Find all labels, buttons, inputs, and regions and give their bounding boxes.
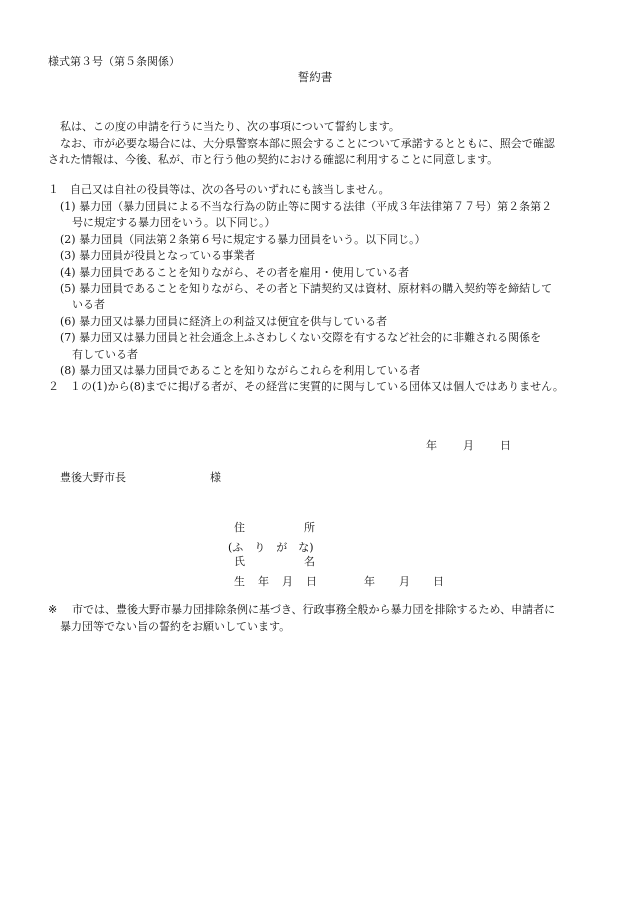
clause-1-heading: １ 自己又は自社の役員等は、次の各号のいずれにも該当しません。 [48,183,390,196]
birth-label-1: 生 [234,575,245,588]
birth-month: 月 [399,575,410,588]
clause-1-item-1-cont: 号に規定する暴力団をいう。以下同じ。） [72,216,276,229]
birth-label-2: 年 [258,575,269,588]
intro-line-1: 私は、この度の申請を行うに当たり、次の事項について誓約します。 [60,120,400,133]
clause-1-item-6: (6) 暴力団又は暴力団員に経済上の利益又は便宜を供与している者 [60,315,388,328]
clause-1-item-7: (7) 暴力団又は暴力団員と社会通念上ふさわしくない交際を有するなど社会的に非難される関係を [60,331,542,344]
intro-line-2: なお、市が必要な場合には、大分県警察本部に照会することについて承諾するとともに、照会で確認 [60,137,555,150]
birth-day: 日 [433,575,444,588]
addressee-honorific: 様 [210,471,221,484]
date-day: 日 [500,439,511,452]
birth-label-3: 月 [282,575,293,588]
document-title: 誓約書 [297,70,333,84]
clause-1-item-5: (5) 暴力団員であることを知りながら、その者と下請契約又は資材、原材料の購入契約等を締結して [60,282,553,295]
clause-1-item-4: (4) 暴力団員であることを知りながら、その者を雇用・使用している者 [60,266,410,279]
name-label-1: 氏 [234,555,245,568]
note-line-2: 暴力団等でない旨の誓約をお願いしています。 [60,620,291,633]
address-label-1: 住 [234,521,245,534]
date-year: 年 [426,439,437,452]
clause-1-item-2: (2) 暴力団員（同法第２条第６号に規定する暴力団員をいう。以下同じ。） [60,233,426,246]
clause-1-item-8: (8) 暴力団又は暴力団員であることを知りながらこれらを利用している者 [60,364,421,377]
note-mark: ※ [48,603,58,616]
clause-1-item-5-cont: いる者 [72,298,105,311]
clause-1-item-3: (3) 暴力団員が役員となっている事業者 [60,249,256,262]
clause-1-item-1: (1) 暴力団（暴力団員による不当な行為の防止等に関する法律（平成３年法律第７７号）第２条第２ [60,200,553,213]
clause-1-item-7-cont: 有している者 [72,348,138,361]
date-month: 月 [463,439,474,452]
birth-label-4: 日 [306,575,317,588]
birth-year: 年 [364,575,375,588]
addressee-name: 豊後大野市長 [60,471,126,484]
address-label-2: 所 [304,521,315,534]
intro-line-3: された情報は、今後、私が、市と行う他の契約における確認に利用することに同意します。 [48,153,499,166]
clause-2: ２ １の(1)から(8)までに掲げる者が、その経営に実質的に関与している団体又は個人ではありません。 [48,380,564,393]
form-number: 様式第３号（第５条関係） [48,55,180,68]
furigana-label: (ふ り が な) [228,541,314,554]
note-line-1: 市では、豊後大野市暴力団排除条例に基づき、行政事務全般から暴力団を排除するため、申請者に [72,603,556,616]
name-label-2: 名 [304,555,315,568]
